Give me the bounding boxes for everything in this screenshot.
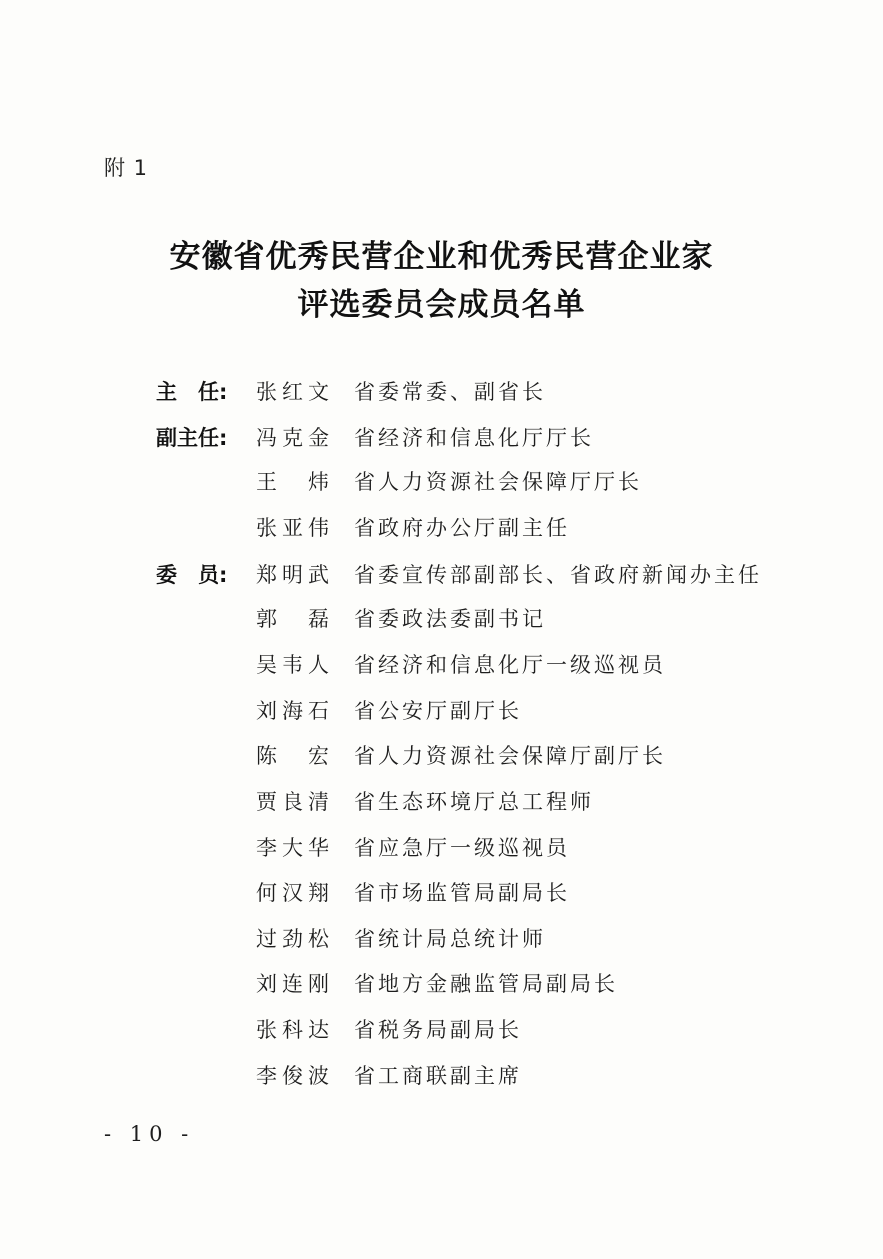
member-post: 省政府办公厅副主任 — [354, 516, 570, 540]
member-row — [0, 923, 883, 969]
member-name: 过劲松 — [256, 927, 334, 951]
member-post: 省经济和信息化厅一级巡视员 — [354, 653, 666, 677]
member-row — [0, 649, 883, 695]
member-post: 省委宣传部副部长、省政府新闻办主任 — [354, 563, 762, 587]
member-row — [0, 376, 883, 422]
member-name: 刘海石 — [256, 699, 334, 723]
member-row — [0, 1014, 883, 1060]
member-name: 张亚伟 — [256, 516, 334, 540]
attachment-label: 附 1 — [104, 156, 149, 180]
member-role: 委 员: — [156, 563, 228, 587]
member-name: 陈 宏 — [256, 744, 334, 768]
member-row — [0, 512, 883, 558]
member-post: 省应急厅一级巡视员 — [354, 836, 570, 860]
member-post: 省委政法委副书记 — [354, 607, 546, 631]
member-post: 省人力资源社会保障厅厅长 — [354, 470, 642, 494]
page-number: - 10 - — [104, 1122, 195, 1146]
member-post: 省人力资源社会保障厅副厅长 — [354, 744, 666, 768]
member-post: 省统计局总统计师 — [354, 927, 546, 951]
member-post: 省工商联副主席 — [354, 1064, 522, 1088]
member-row — [0, 968, 883, 1014]
member-row — [0, 786, 883, 832]
member-name: 郭 磊 — [256, 607, 334, 631]
member-post: 省委常委、副省长 — [354, 380, 546, 404]
document-title-line-1: 安徽省优秀民营企业和优秀民营企业家 — [169, 239, 714, 275]
member-post: 省公安厅副厅长 — [354, 699, 522, 723]
member-row — [0, 877, 883, 923]
member-role: 主 任: — [156, 380, 228, 404]
member-name: 李俊波 — [256, 1064, 334, 1088]
member-name: 张红文 — [256, 380, 334, 404]
member-name: 冯克金 — [256, 426, 334, 450]
member-row — [0, 832, 883, 878]
member-post: 省税务局副局长 — [354, 1018, 522, 1042]
member-row — [0, 422, 883, 468]
member-role: 副主任: — [156, 426, 228, 450]
member-name: 张科达 — [256, 1018, 334, 1042]
member-post: 省地方金融监管局副局长 — [354, 972, 618, 996]
document-title-line-2: 评选委员会成员名单 — [297, 287, 586, 323]
member-name: 郑明武 — [256, 563, 334, 587]
member-post: 省市场监管局副局长 — [354, 881, 570, 905]
member-row — [0, 559, 883, 605]
member-post: 省生态环境厅总工程师 — [354, 790, 594, 814]
member-row — [0, 695, 883, 741]
member-name: 何汉翔 — [256, 881, 334, 905]
member-post: 省经济和信息化厅厅长 — [354, 426, 594, 450]
member-row — [0, 740, 883, 786]
member-name: 刘连刚 — [256, 972, 334, 996]
member-name: 贾良清 — [256, 790, 334, 814]
member-name: 吴韦人 — [256, 653, 334, 677]
member-row — [0, 603, 883, 649]
member-name: 王 炜 — [256, 470, 334, 494]
member-row — [0, 1060, 883, 1106]
member-row — [0, 466, 883, 512]
member-name: 李大华 — [256, 836, 334, 860]
